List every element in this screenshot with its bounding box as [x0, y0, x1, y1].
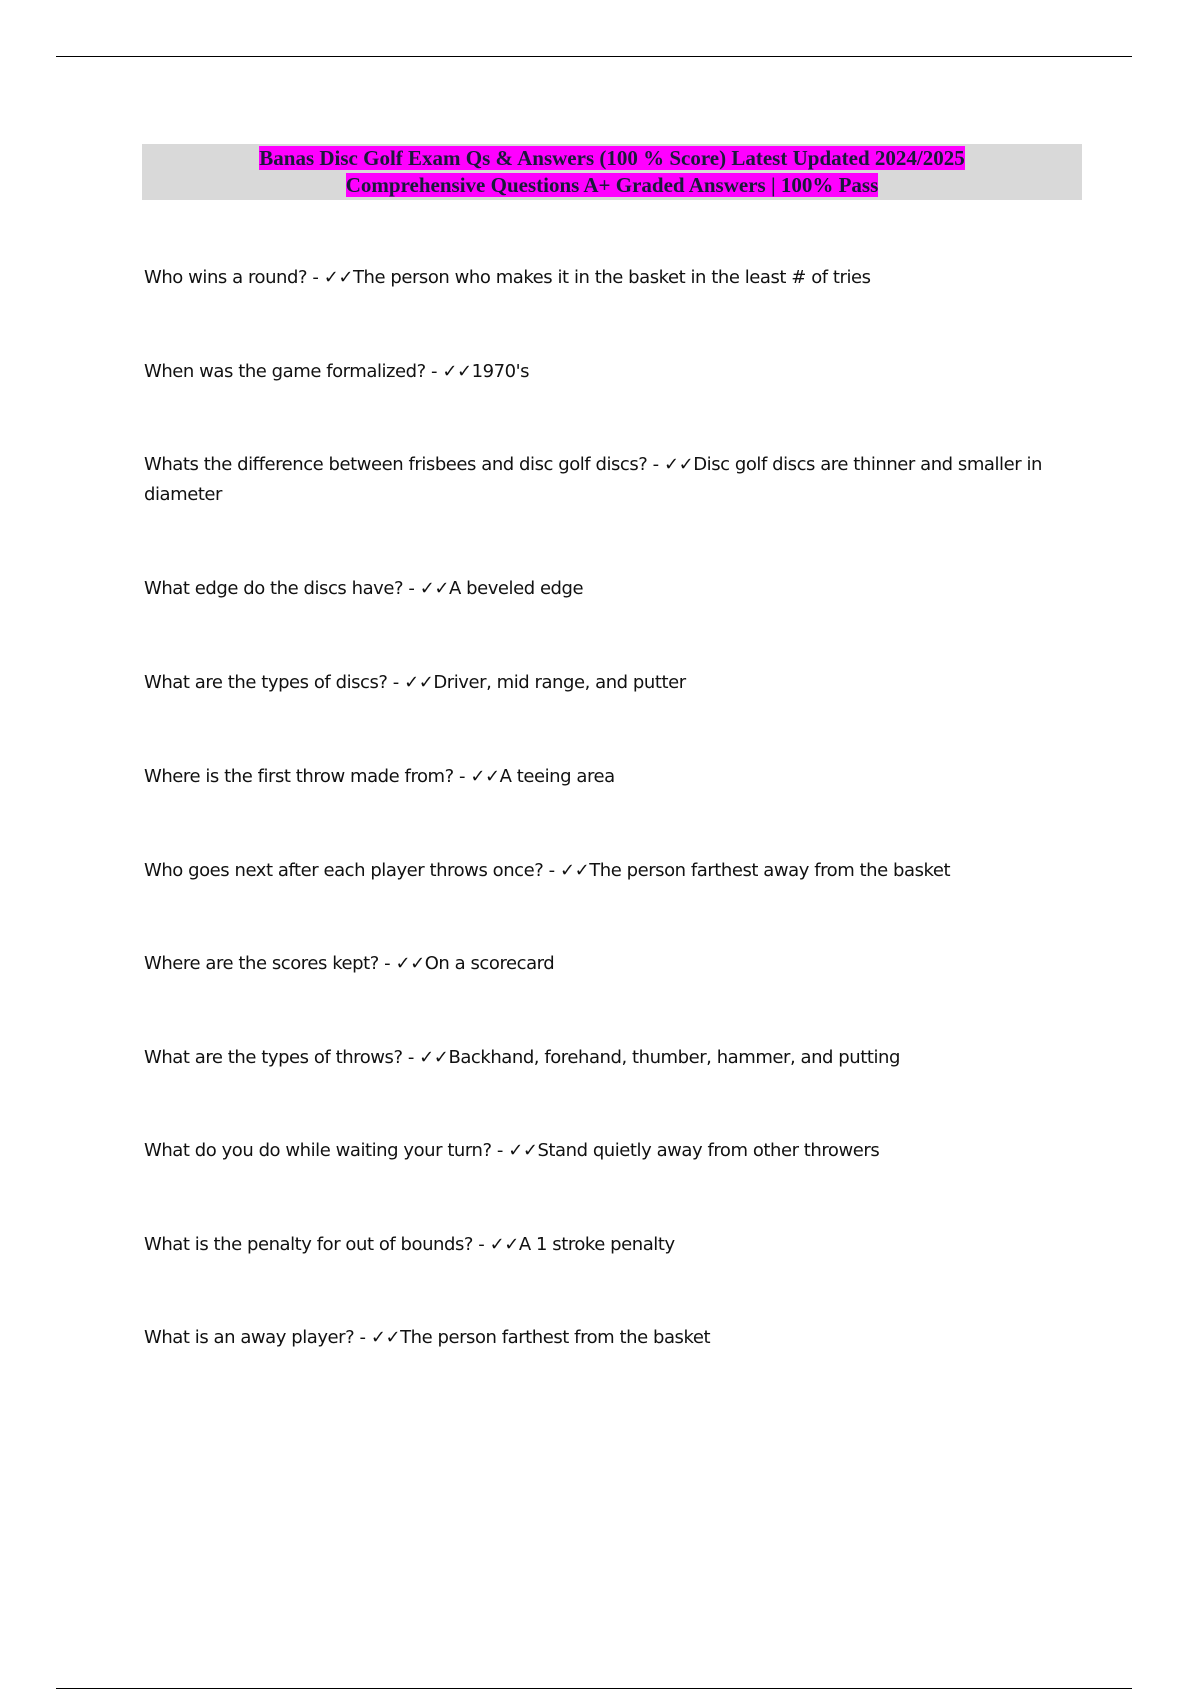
qa-item [144, 574, 1088, 604]
qa-separator: - [473, 1234, 490, 1255]
title-line-1: Banas Disc Golf Exam Qs & Answers (100 % Score) Latest Updated 2024/2025 [259, 146, 965, 170]
qa-item [144, 1230, 1088, 1260]
qa-item [144, 1323, 1088, 1353]
document-title [142, 144, 1082, 200]
qa-separator: - [402, 1047, 420, 1068]
check-icon: ✓✓ [489, 1234, 519, 1255]
question-text: Whats the difference between frisbees and disc golf discs? [144, 454, 648, 475]
answer-text: A 1 stroke penalty [518, 1234, 675, 1255]
question-text: What do you do while waiting your turn? [144, 1140, 492, 1161]
check-icon: ✓✓ [370, 1327, 401, 1348]
qa-separator: - [491, 1140, 509, 1161]
check-icon: ✓✓ [395, 953, 425, 974]
qa-separator: - [403, 578, 420, 599]
qa-separator: - [354, 1327, 371, 1348]
question-text: What is the penalty for out of bounds? [144, 1234, 474, 1255]
check-icon: ✓✓ [559, 860, 590, 881]
qa-item [144, 263, 1088, 293]
answer-text: Disc golf discs are thinner and smaller in diameter [144, 454, 1042, 505]
answer-text: Backhand, forehand, thumber, hammer, and putting [448, 1047, 900, 1068]
answer-text: 1970's [471, 361, 530, 382]
check-icon: ✓✓ [419, 1047, 449, 1068]
answer-text: On a scorecard [424, 953, 555, 974]
qa-separator: - [453, 766, 471, 787]
check-icon: ✓✓ [508, 1140, 538, 1161]
question-text: What edge do the discs have? [144, 578, 404, 599]
title-line-2: Comprehensive Questions A+ Graded Answers | 100% Pass [345, 173, 879, 197]
top-divider [56, 56, 1132, 57]
answer-text: The person farthest from the basket [400, 1327, 711, 1348]
question-text: Where is the first throw made from? [144, 766, 454, 787]
check-icon: ✓✓ [419, 578, 449, 599]
question-text: Where are the scores kept? [144, 953, 379, 974]
qa-item [144, 762, 1088, 792]
qa-item [144, 1136, 1088, 1166]
answer-text: A beveled edge [448, 578, 584, 599]
question-text: What is an away player? [144, 1327, 355, 1348]
qa-item [144, 949, 1088, 979]
answer-text: A teeing area [499, 766, 615, 787]
check-icon: ✓✓ [470, 766, 500, 787]
check-icon: ✓✓ [323, 267, 353, 288]
qa-item [144, 357, 1088, 387]
qa-separator: - [387, 672, 405, 693]
question-text: What are the types of discs? [144, 672, 388, 693]
answer-text: The person farthest away from the basket [589, 860, 951, 881]
qa-separator: - [647, 454, 664, 475]
bottom-divider [56, 1688, 1132, 1689]
qa-item [144, 450, 1088, 510]
answer-text: The person who makes it in the basket in the least # of tries [352, 267, 871, 288]
answer-text: Driver, mid range, and putter [433, 672, 686, 693]
question-text: Who wins a round? [144, 267, 308, 288]
qa-separator: - [378, 953, 396, 974]
qa-item [144, 856, 1088, 886]
question-text: When was the game formalized? [144, 361, 426, 382]
check-icon: ✓✓ [664, 454, 694, 475]
question-text: Who goes next after each player throws once? [144, 860, 544, 881]
qa-item [144, 668, 1088, 698]
qa-item [144, 1043, 1088, 1073]
question-text: What are the types of throws? [144, 1047, 403, 1068]
qa-separator: - [425, 361, 443, 382]
check-icon: ✓✓ [404, 672, 434, 693]
qa-separator: - [307, 267, 324, 288]
qa-separator: - [543, 860, 560, 881]
answer-text: Stand quietly away from other throwers [537, 1140, 880, 1161]
check-icon: ✓✓ [442, 361, 472, 382]
